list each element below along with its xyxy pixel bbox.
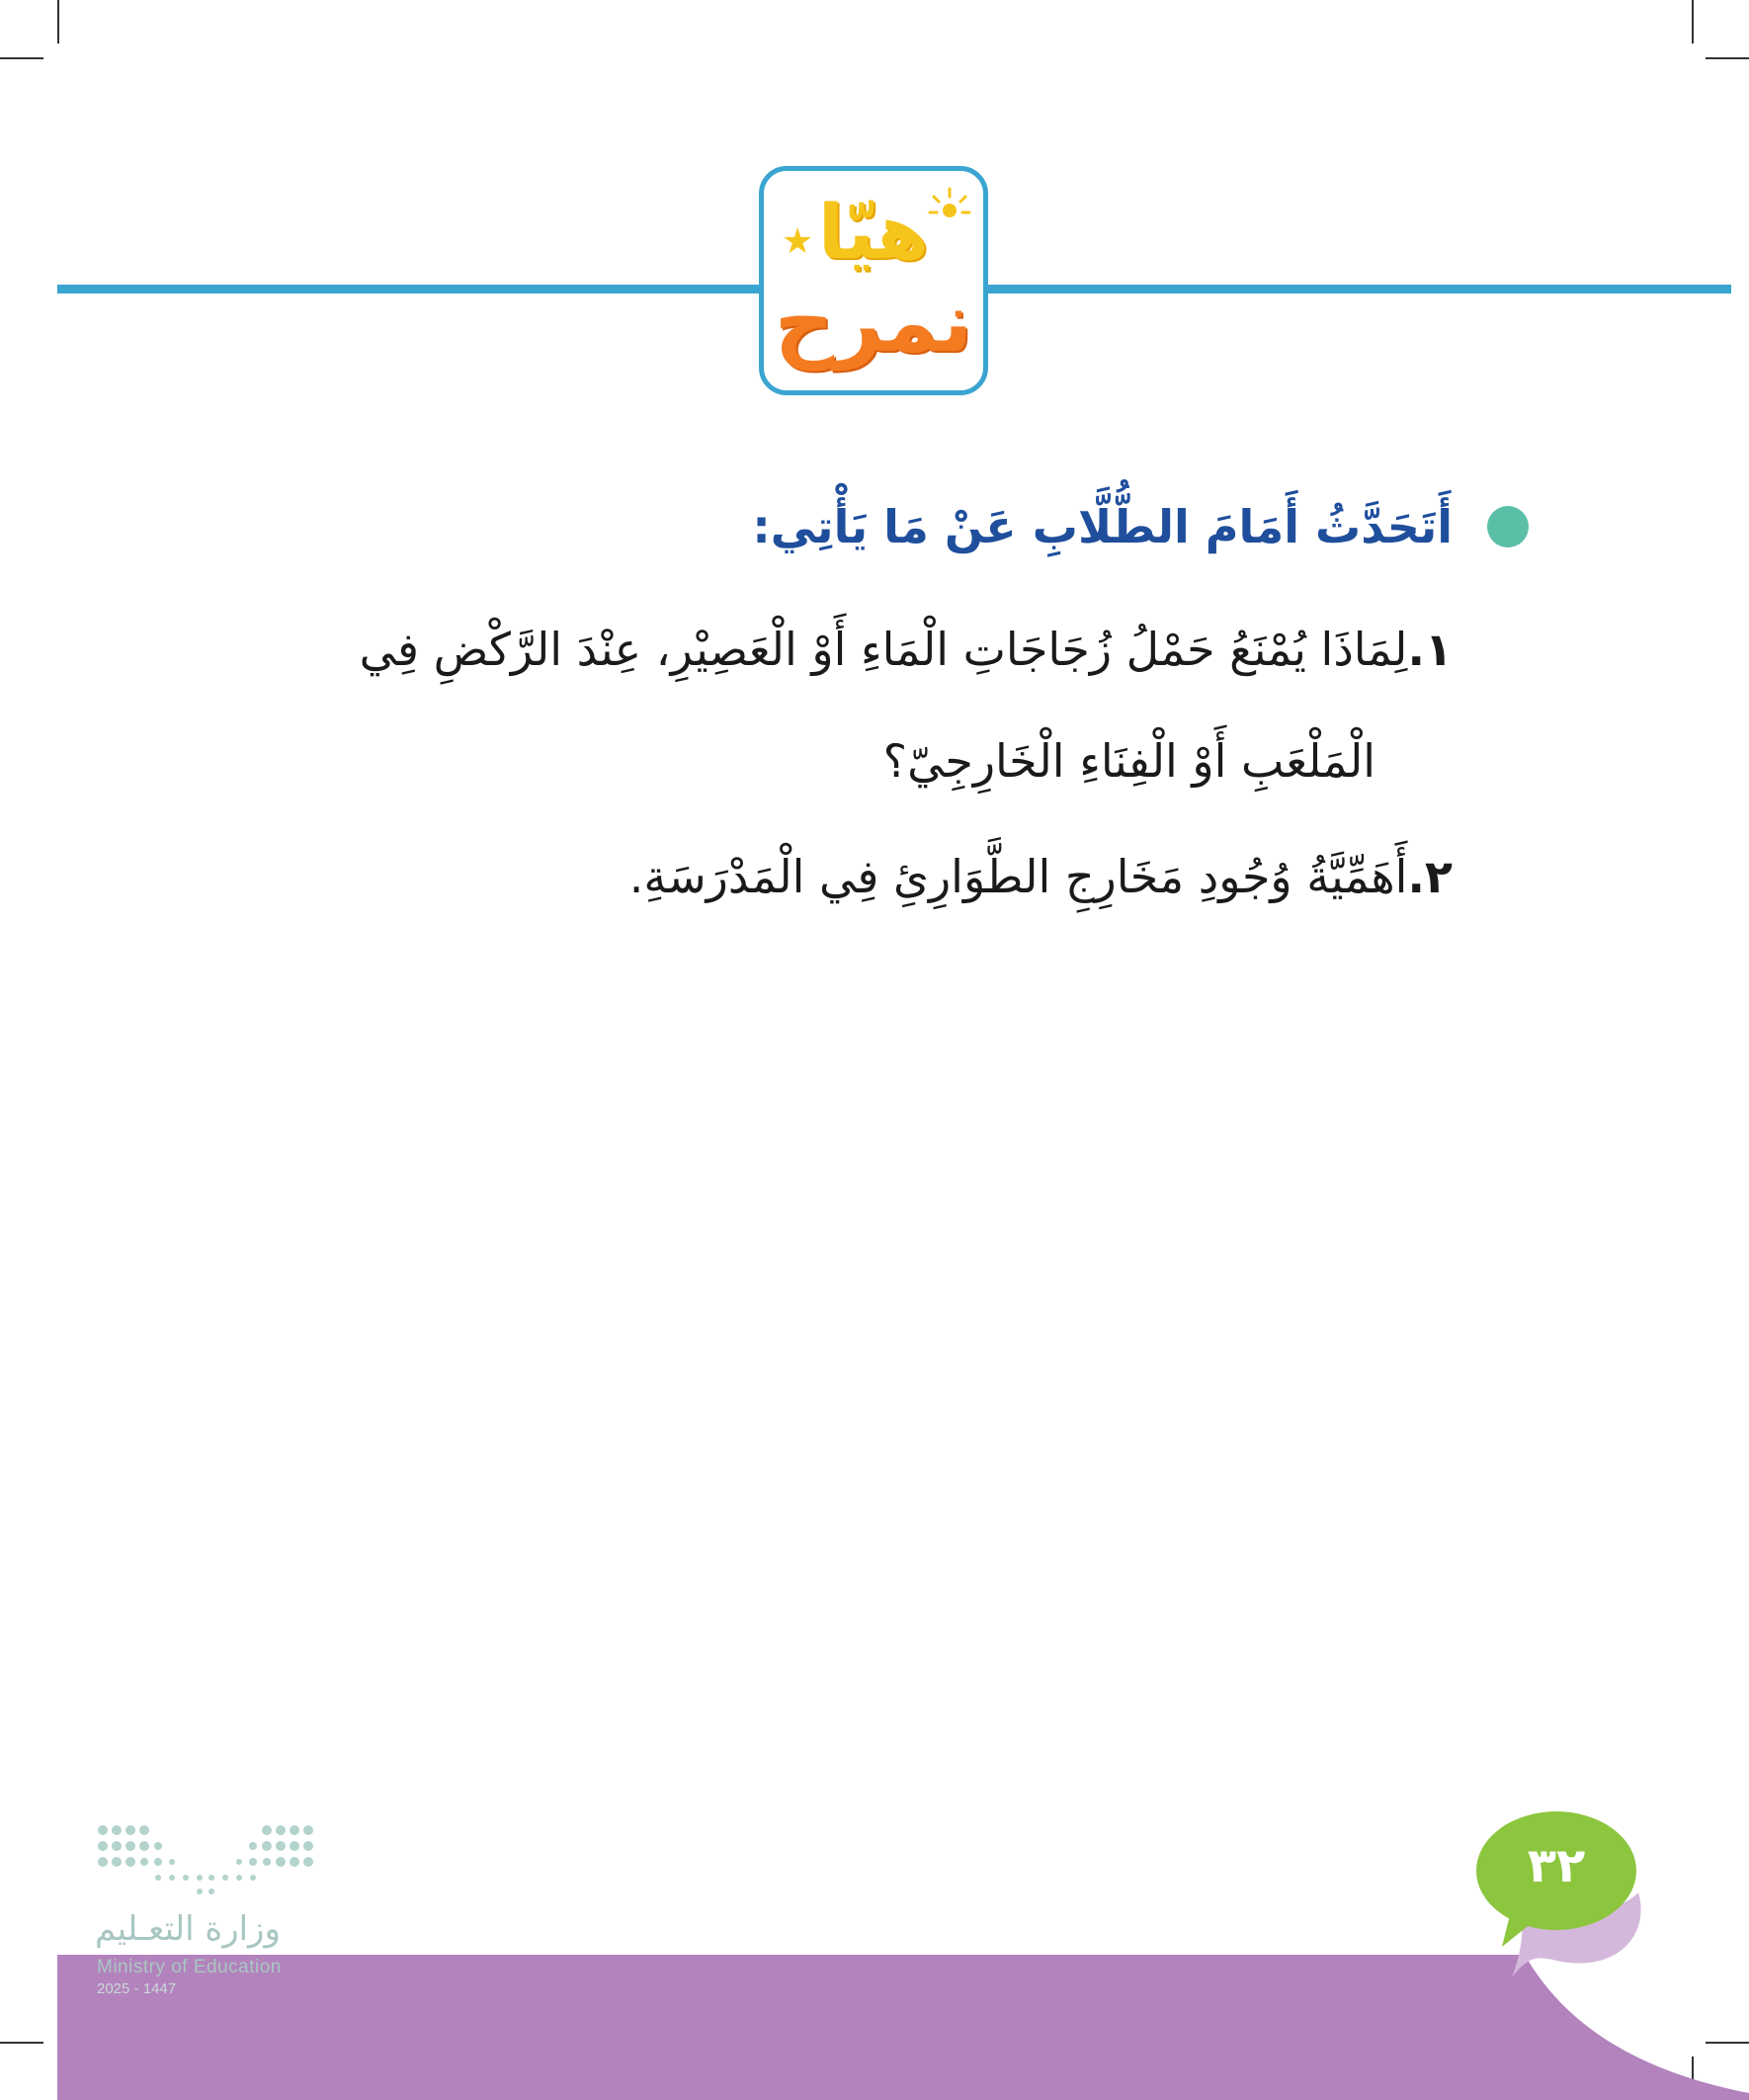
crop-mark: [0, 57, 43, 59]
crop-mark: [1692, 0, 1694, 43]
question-number: ٢.: [1407, 850, 1453, 903]
logo-word-haya: هيّا: [817, 188, 930, 276]
footer-band: [57, 1955, 1749, 2100]
question-1-line-2: [289, 726, 1375, 796]
section-logo: [759, 166, 988, 395]
ministry-name-arabic: وزارة التعـليم: [95, 1909, 281, 1949]
logo-word-namrah: نمرح: [774, 274, 973, 371]
question-text: الْمَلْعَبِ أَوْ الْفِنَاءِ الْخَارِجِيّ؟: [882, 734, 1375, 788]
star-icon: ★: [782, 221, 814, 262]
question-text: أَهَمِّيَّةُ وُجُودِ مَخَارِجِ الطَّوَارِئِ فِي الْمَدْرَسَةِ.: [628, 850, 1408, 903]
bullet-icon: [1487, 506, 1529, 547]
edition-year: 2025 - 1447: [97, 1980, 177, 1997]
ministry-logo-icon: [97, 1824, 314, 1895]
exercise-heading: أَتَحَدَّثُ أَمَامَ الطُّلَّابِ عَنْ مَا يَأْتِي:: [752, 500, 1453, 553]
crop-mark: [57, 0, 59, 43]
crop-mark: [0, 2042, 43, 2044]
ministry-name-english: Ministry of Education: [97, 1957, 282, 1977]
question-text: لِمَاذَا يُمْنَعُ حَمْلُ زُجَاجَاتِ الْمَاءِ أَوْ الْعَصِيْرِ، عِنْدَ الرَّكْضِ فِي: [359, 623, 1408, 676]
page-number: ٣٢: [1527, 1838, 1586, 1893]
crop-mark: [1706, 57, 1749, 59]
question-1-line-1: [168, 615, 1453, 684]
question-2: [168, 842, 1453, 911]
bubble-tail: [1502, 1907, 1561, 1947]
question-number: ١.: [1407, 623, 1453, 676]
